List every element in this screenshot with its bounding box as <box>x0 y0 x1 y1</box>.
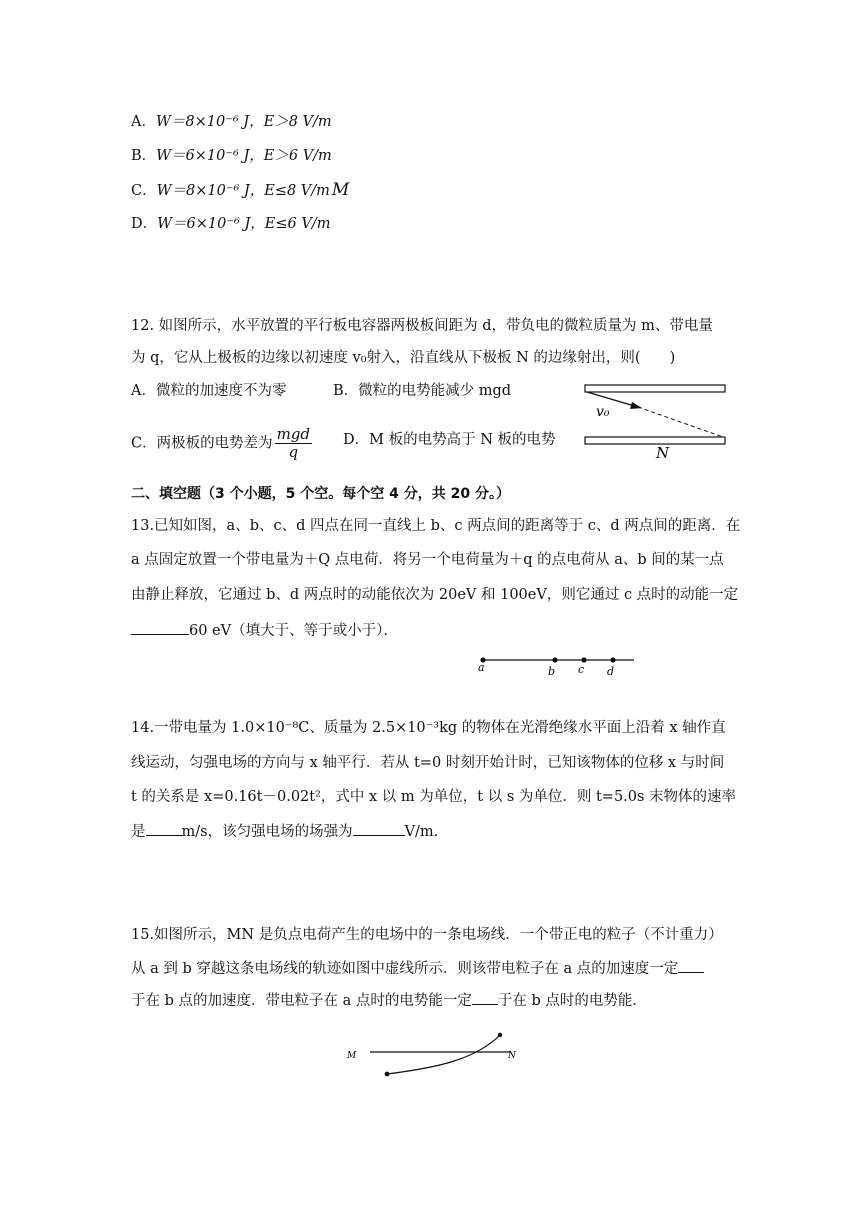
fraction-mgd-q <box>275 426 312 461</box>
option-e: E≤8 V/m <box>264 183 330 199</box>
q15-text-c: 于在 b 点时的电势能． <box>497 993 647 1009</box>
option-w: W＝8×10⁻⁶ J， <box>155 114 264 130</box>
q14-line4 <box>131 821 438 842</box>
point-a <box>385 1072 390 1077</box>
option-letter: D． <box>131 216 158 232</box>
q14-text-c: V/m. <box>404 824 439 840</box>
velocity-arrow <box>587 392 638 407</box>
q15-text-b: 于在 b 点的加速度．带电粒子在 a 点时的电势能一定 <box>131 993 472 1009</box>
label-n: N <box>656 444 670 462</box>
option-11-b <box>131 146 332 166</box>
option-e: E＞8 V/m <box>263 114 332 130</box>
option-letter: A． <box>131 114 156 130</box>
option-letter: C． <box>131 183 157 199</box>
answer-blank[interactable] <box>131 620 189 635</box>
fraction-denominator: q <box>288 443 299 461</box>
q12-option-d: D．M 板的电势高于 N 板的电势 <box>343 432 556 448</box>
option-w: W＝6×10⁻⁶ J， <box>157 216 265 232</box>
label-c: c <box>578 663 585 676</box>
section-2-heading: 二、填空题（3 个小题，5 个空。每个空 4 分，共 20 分。） <box>131 486 510 502</box>
q15-line3 <box>131 990 647 1011</box>
point-b <box>552 657 557 662</box>
option-w: W＝8×10⁻⁶ J， <box>156 183 265 199</box>
q13-line4-text: 60 eV（填大于、等于或小于）． <box>189 623 398 639</box>
capacitor-diagram <box>580 378 730 462</box>
label-n: N <box>508 1051 516 1061</box>
q15-line1: 15.如图所示，MN 是负点电荷产生的电场中的一条电场线．一个带正电的粒子（不计重力） <box>131 927 723 943</box>
option-letter: B． <box>131 148 157 164</box>
q14-line2: 线运动，匀强电场的方向与 x 轴平行．若从 t=0 时刻开始计时，已知该物体的位移 x 与时间 <box>131 755 725 771</box>
label-b: b <box>548 665 556 678</box>
points-line-diagram <box>474 652 639 680</box>
option-11-d <box>131 214 330 234</box>
lower-plate-n <box>585 437 725 444</box>
q13-line4 <box>131 620 398 641</box>
q15-line2 <box>131 958 704 979</box>
q14-text-b: m/s，该匀强电场的场强为 <box>181 824 353 840</box>
fraction-numerator: mgd <box>276 425 311 443</box>
q13-line3: 由静止释放，它通过 b、d 两点时的动能依次为 20eV 和 100eV，则它通过 c 点时的动能一定 <box>131 587 739 603</box>
label-m: M <box>347 1051 357 1061</box>
q12-option-b: B．微粒的电势能减少 mgd <box>333 383 512 399</box>
answer-blank-potential[interactable] <box>472 990 498 1005</box>
answer-blank-accel[interactable] <box>678 958 704 973</box>
label-d: d <box>607 665 615 678</box>
particle-trajectory <box>387 1035 500 1074</box>
option-e: E≤6 V/m <box>264 216 331 232</box>
q13-line2: a 点固定放置一个带电量为＋Q 点电荷．将另一个电荷量为＋q 的点电荷从 a、b 间的某一点 <box>131 552 724 568</box>
field-line-diagram <box>345 1030 525 1086</box>
trajectory-dashed <box>638 407 723 437</box>
upper-plate <box>585 385 725 392</box>
q12-option-a: A．微粒的加速度不为零 <box>131 383 287 399</box>
option-11-c <box>131 180 349 201</box>
label-a: a <box>478 661 485 674</box>
q15-text-a: 从 a 到 b 穿越这条电场线的轨迹如图中虚线所示．则该带电粒子在 a 点的加速度一定 <box>131 961 679 977</box>
q14-line1: 14.一带电量为 1.0×10⁻⁸C、质量为 2.5×10⁻³kg 的物体在光滑绝缘水平面上沿着 x 轴作直 <box>131 720 726 736</box>
option-w: W＝6×10⁻⁶ J， <box>156 148 264 164</box>
point-b <box>498 1033 502 1037</box>
point-c <box>581 657 586 662</box>
q14-text-a: 是 <box>131 824 146 840</box>
answer-blank-field[interactable] <box>353 821 405 836</box>
option-11-a <box>131 112 332 132</box>
q12-line2: 为 q，它从上极板的边缘以初速度 v₀射入，沿直线从下极板 N 的边缘射出，则( ) <box>131 350 676 366</box>
point-d <box>610 657 615 662</box>
option-extra: M <box>331 180 350 200</box>
q14-line3: t 的关系是 x=0.16t－0.02t²，式中 x 以 m 为单位，t 以 s 为单位．则 t=5.0s 末物体的速率 <box>131 789 737 805</box>
answer-blank-speed[interactable] <box>146 821 182 836</box>
q12-option-c <box>131 426 314 461</box>
option-c-text: C．两极板的电势差为 <box>131 435 273 452</box>
q13-line1: 13.已知如图，a、b、c、d 四点在同一直线上 b、c 两点间的距离等于 c、d 两点间的距离．在 <box>131 518 741 534</box>
q12-line1: 12. 如图所示，水平放置的平行板电容器两极板间距为 d，带负电的微粒质量为 m、带电量 <box>131 318 713 334</box>
label-v0: v₀ <box>596 404 610 420</box>
option-e: E＞6 V/m <box>263 148 332 164</box>
